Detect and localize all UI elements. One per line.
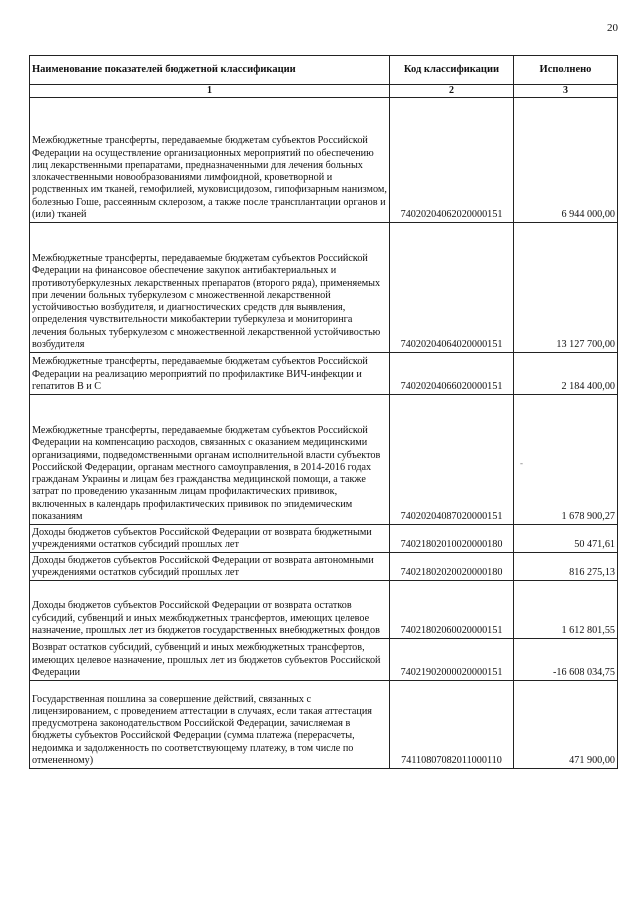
row-amount: 471 900,00 (514, 681, 618, 769)
row-code: 74021802020020000180 (390, 553, 514, 581)
row-name: Возврат остатков субсидий, субвенций и иных межбюджетных трансфертов, имеющих целевое назначение, прошлых лет из бюджетов субъектов Российской Федерации (30, 639, 390, 681)
column-number-3: 3 (514, 85, 618, 98)
row-name: Межбюджетные трансферты, передаваемые бюджетам субъектов Российской Федерации на осуществление организационных мероприятий по обеспечению лиц лекарственными препаратами, предназначенными для лечения больных злокачественными новообразованиями лимфоидной, кроветворной и родственных им тканей, гемофилией, муковисцидозом, гипофизарным нанизмом, болезнью Гоше, рассеянным склерозом, а также после трансплантации органов и (или) тканей (30, 98, 390, 223)
column-number-row (30, 85, 618, 98)
header-executed: Исполнено (514, 56, 618, 85)
row-name: Государственная пошлина за совершение действий, связанных с лицензированием, с проведением аттестации в случаях, если такая аттестация предусмотрена законодательством Российской Федерации, зачисляемая в бюджеты субъектов Российской Федерации (сумма платежа (перерасчеты, недоимка и задолженность по соответствующему платежу, в том числе по отмененному) (30, 681, 390, 769)
header-classification-code: Код классификации (390, 56, 514, 85)
table-row (30, 639, 618, 681)
table-row (30, 395, 618, 525)
stray-mark: - (520, 458, 523, 468)
row-name: Межбюджетные трансферты, передаваемые бюджетам субъектов Российской Федерации на реализацию мероприятий по профилактике ВИЧ-инфекции и гепатитов В и С (30, 353, 390, 395)
row-amount: 1 612 801,55 (514, 581, 618, 639)
table-row (30, 581, 618, 639)
table-row (30, 223, 618, 353)
page-number: 20 (607, 22, 618, 34)
budget-classification-table (29, 55, 618, 769)
table-row (30, 553, 618, 581)
row-amount: 13 127 700,00 (514, 223, 618, 353)
column-number-1: 1 (30, 85, 390, 98)
row-code: 74021902000020000151 (390, 639, 514, 681)
table-row (30, 353, 618, 395)
row-code: 74020204064020000151 (390, 223, 514, 353)
table-header-row (30, 56, 618, 85)
row-code: 74021802060020000151 (390, 581, 514, 639)
row-amount: 816 275,13 (514, 553, 618, 581)
row-code: 74021802010020000180 (390, 525, 514, 553)
row-code: 74110807082011000110 (390, 681, 514, 769)
row-amount: 1 678 900,27 (514, 395, 618, 525)
table-row (30, 525, 618, 553)
row-amount: -16 608 034,75 (514, 639, 618, 681)
row-name: Межбюджетные трансферты, передаваемые бюджетам субъектов Российской Федерации на финансовое обеспечение закупок антибактериальных и противотуберкулезных лекарственных препаратов (второго ряда), применяемых при лечении больных туберкулезом с множественной лекарственной устойчивостью возбудителя, и диагностических средств для выявления, определения чувствительности микобактерии туберкулеза и мониторинга лечения больных туберкулезом с множественной лекарственной устойчивостью возбудителя (30, 223, 390, 353)
row-name: Межбюджетные трансферты, передаваемые бюджетам субъектов Российской Федерации на компенсацию расходов, связанных с оказанием медицинскими организациями, подведомственными органам исполнительной власти субъектов Российской Федерации, органам местного самоуправления, в 2014-2016 годах гражданам Украины и лицам без гражданства медицинской помощи, а также затрат по проведению указанным лицам профилактических прививок, включенных в календарь профилактических прививок по эпидемическим показаниям (30, 395, 390, 525)
table-row (30, 98, 618, 223)
row-code: 74020204087020000151 (390, 395, 514, 525)
row-name: Доходы бюджетов субъектов Российской Федерации от возврата бюджетными учреждениями остатков субсидий прошлых лет (30, 525, 390, 553)
column-number-2: 2 (390, 85, 514, 98)
row-amount: 2 184 400,00 (514, 353, 618, 395)
row-amount: 50 471,61 (514, 525, 618, 553)
row-code: 74020204066020000151 (390, 353, 514, 395)
table-row (30, 681, 618, 769)
row-amount: 6 944 000,00 (514, 98, 618, 223)
row-name: Доходы бюджетов субъектов Российской Федерации от возврата автономными учреждениями остатков субсидий прошлых лет (30, 553, 390, 581)
row-code: 74020204062020000151 (390, 98, 514, 223)
row-name: Доходы бюджетов субъектов Российской Федерации от возврата остатков субсидий, субвенций и иных межбюджетных трансфертов, имеющих целевое назначение, прошлых лет из бюджетов государственных внебюджетных фондов (30, 581, 390, 639)
header-indicator-name: Наименование показателей бюджетной классификации (30, 56, 390, 85)
